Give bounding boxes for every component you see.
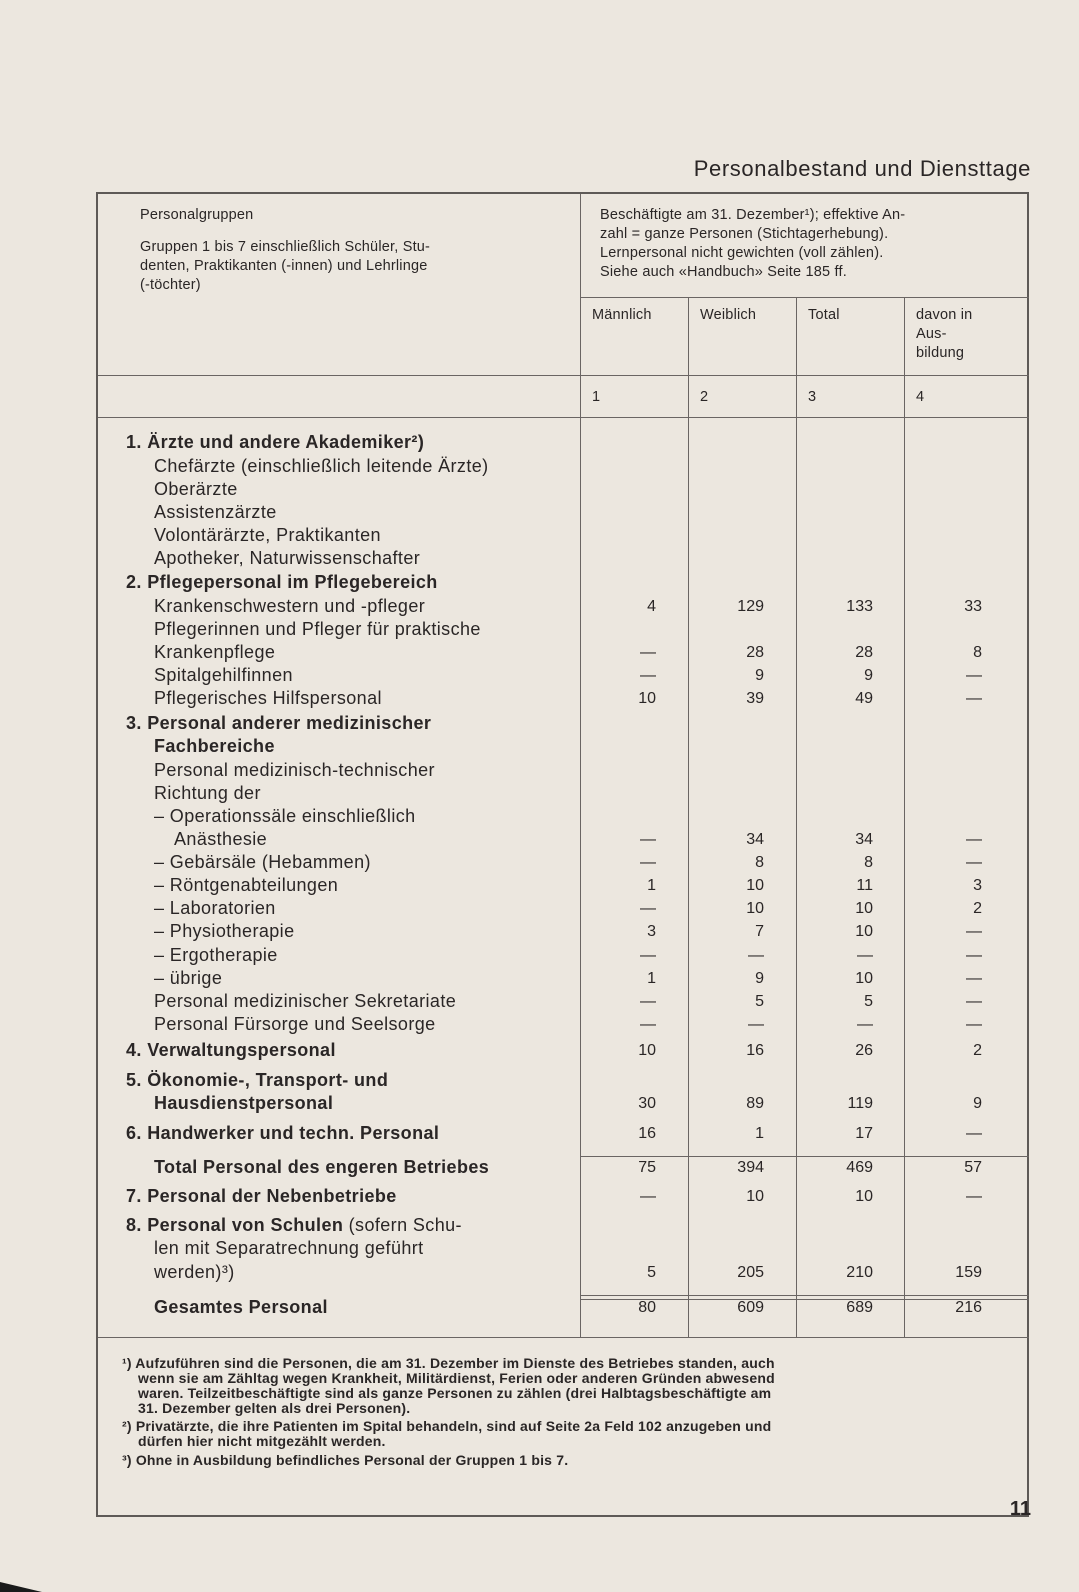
row-label-text: 5. Ökonomie-, Transport- und xyxy=(126,1070,389,1090)
row-label-text: – Röntgenabteilungen xyxy=(154,875,339,895)
table-cell-col2: 9 xyxy=(755,667,764,684)
table-cell-col1: — xyxy=(640,993,656,1010)
page-title: Personalbestand und Diensttage xyxy=(693,156,1031,181)
col-header-ausbildung-1: davon in xyxy=(916,307,973,323)
row-label xyxy=(154,921,295,942)
row-label-text: Apotheker, Naturwissenschafter xyxy=(154,548,421,568)
row-label-text: 3. Personal anderer medizinischer xyxy=(126,713,432,733)
table-cell-col4: — xyxy=(966,1016,982,1033)
colnum-4: 4 xyxy=(916,389,925,405)
row-label-text: Richtung der xyxy=(154,783,261,803)
rule-under-header xyxy=(98,375,1029,376)
row-label-text: Krankenschwestern und -pfleger xyxy=(154,596,426,616)
table-cell-col1: 4 xyxy=(647,598,656,615)
footnote-line: ³) Ohne in Ausbildung befindliches Personal der Gruppen 1 bis 7. xyxy=(122,1452,569,1468)
row-label-text: len mit Separatrechnung geführt xyxy=(154,1238,424,1258)
row-label-text: Chefärzte (einschließlich leitende Ärzte) xyxy=(154,456,489,476)
table-cell-col2: 89 xyxy=(746,1095,764,1112)
table-cell-col3: 8 xyxy=(864,854,873,871)
table-cell-col4: 33 xyxy=(964,598,982,615)
table-cell-col1: 30 xyxy=(638,1095,656,1112)
row-label xyxy=(154,1093,333,1114)
row-label xyxy=(154,619,481,640)
row-label xyxy=(154,968,222,989)
row-label xyxy=(126,1040,336,1061)
page-corner-shadow xyxy=(0,1582,42,1592)
table-cell-col3: 11 xyxy=(856,877,873,894)
table-cell-col4: — xyxy=(966,690,982,707)
table-cell-col2: 8 xyxy=(755,854,764,871)
row-label-text: – übrige xyxy=(154,968,223,988)
table-cell-col2: — xyxy=(748,947,764,964)
page-number: 11 xyxy=(1009,1498,1031,1520)
rule-under-colnums xyxy=(98,417,1029,418)
row-label-text: Pflegerisches Hilfspersonal xyxy=(154,688,382,708)
table-cell-col4: 159 xyxy=(955,1264,982,1281)
row-label-text: 8. Personal von Schulen xyxy=(126,1215,344,1235)
header-left-desc-3: (-töchter) xyxy=(140,277,201,293)
footnote-line: ²) Privatärzte, die ihre Patienten im Spital behandeln, sind auf Seite 2a Feld 102 anzugeben und xyxy=(122,1418,772,1434)
table-cell-col4: — xyxy=(966,1188,982,1205)
row-label xyxy=(154,688,382,709)
table-cell-col1: — xyxy=(640,947,656,964)
table-cell-col1: 16 xyxy=(638,1125,656,1142)
table-cell-col2: 7 xyxy=(755,923,764,940)
row-label xyxy=(154,852,371,873)
row-label xyxy=(154,525,381,546)
table-cell-col2: 609 xyxy=(737,1299,764,1316)
row-label-text: 6. Handwerker und techn. Personal xyxy=(126,1123,440,1143)
table-cell-col2: 205 xyxy=(737,1264,764,1281)
divider-col3-col4 xyxy=(904,298,905,1337)
table-frame xyxy=(96,192,1029,1517)
rule-total-engeren xyxy=(580,1156,1029,1157)
table-cell-col1: — xyxy=(640,1188,656,1205)
table-cell-col1: 5 xyxy=(647,1264,656,1281)
row-label xyxy=(126,1215,462,1236)
footnote-line: wenn sie am Zähltag wegen Krankheit, Militärdienst, Ferien oder anderen Gründen abwesend xyxy=(138,1370,775,1386)
colnum-3: 3 xyxy=(808,389,817,405)
footnote-line: dürfen hier nicht mitgezählt werden. xyxy=(138,1433,386,1449)
table-cell-col3: 34 xyxy=(855,831,873,848)
table-cell-col3: 10 xyxy=(855,970,873,987)
table-cell-col4: — xyxy=(966,947,982,964)
header-right-desc-2: zahl = ganze Personen (Stichtagerhebung). xyxy=(600,226,889,242)
table-cell-col3: 49 xyxy=(855,690,873,707)
table-cell-col1: — xyxy=(640,900,656,917)
row-label-text: Total Personal des engeren Betriebes xyxy=(154,1157,490,1177)
col-header-maennlich: Männlich xyxy=(592,307,652,323)
header-right-desc-1: Beschäftigte am 31. Dezember¹); effektive An- xyxy=(600,207,906,223)
divider-col2-col3 xyxy=(796,298,797,1337)
table-cell-col2: 1 xyxy=(755,1125,764,1142)
row-label xyxy=(154,479,238,500)
table-cell-col4: — xyxy=(966,993,982,1010)
row-label xyxy=(154,760,435,781)
colnum-1: 1 xyxy=(592,389,601,405)
row-label-text: Pflegerinnen und Pfleger für praktische xyxy=(154,619,481,639)
row-label xyxy=(126,432,424,453)
table-cell-col4: 8 xyxy=(973,644,982,661)
table-cell-col4: — xyxy=(966,1125,982,1142)
table-cell-col2: 10 xyxy=(746,900,764,917)
table-cell-col2: 39 xyxy=(746,690,764,707)
table-cell-col1: — xyxy=(640,831,656,848)
footnote-line: ¹) Aufzuführen sind die Personen, die am 31. Dezember im Dienste des Betriebes standen, auch xyxy=(122,1355,775,1371)
header-right-desc-4: Siehe auch «Handbuch» Seite 185 ff. xyxy=(600,264,847,280)
row-label-text: Personal medizinischer Sekretariate xyxy=(154,991,457,1011)
row-label-text: 2. Pflegepersonal im Pflegebereich xyxy=(126,572,438,592)
row-label-text: – Operationssäle einschließlich xyxy=(154,806,416,826)
row-label xyxy=(154,1297,328,1318)
row-label xyxy=(174,829,267,850)
row-label-text: Krankenpflege xyxy=(154,642,276,662)
table-cell-col1: 1 xyxy=(647,877,656,894)
table-cell-col2: 394 xyxy=(737,1159,764,1176)
table-cell-col4: 2 xyxy=(973,900,982,917)
table-cell-col3: 10 xyxy=(855,900,873,917)
table-cell-col3: — xyxy=(857,1016,873,1033)
rule-under-right-header xyxy=(580,297,1029,298)
table-cell-col1: 75 xyxy=(638,1159,656,1176)
table-cell-col1: 10 xyxy=(638,690,656,707)
row-label-text: 4. Verwaltungspersonal xyxy=(126,1040,336,1060)
row-label-text: Volontärärzte, Praktikanten xyxy=(154,525,381,545)
footnote-line: waren. Teilzeitbeschäftigte sind als ganze Personen zu zählen (drei Halbtagsbeschäftigte am xyxy=(138,1385,772,1401)
row-label-text: Oberärzte xyxy=(154,479,238,499)
row-label xyxy=(126,1070,388,1091)
row-label-text: Personal Fürsorge und Seelsorge xyxy=(154,1014,436,1034)
table-cell-col4: 216 xyxy=(955,1299,982,1316)
table-cell-col4: — xyxy=(966,667,982,684)
header-left-desc-1: Gruppen 1 bis 7 einschließlich Schüler, Stu- xyxy=(140,239,431,255)
row-label-text: – Ergotherapie xyxy=(154,945,278,965)
row-label-text: Anästhesie xyxy=(174,829,268,849)
table-cell-col2: — xyxy=(748,1016,764,1033)
table-cell-col3: 210 xyxy=(846,1264,873,1281)
row-label xyxy=(154,502,277,523)
divider-col1-col2 xyxy=(688,298,689,1337)
table-cell-col1: — xyxy=(640,644,656,661)
row-label xyxy=(126,1186,397,1207)
row-label xyxy=(154,456,489,477)
table-cell-col3: — xyxy=(857,947,873,964)
row-label-text: Fachbereiche xyxy=(154,736,275,756)
row-label xyxy=(154,736,275,757)
table-cell-col3: 9 xyxy=(864,667,873,684)
row-label xyxy=(154,945,278,966)
table-cell-col3: 28 xyxy=(855,644,873,661)
table-cell-col4: 3 xyxy=(973,877,982,894)
header-personalgruppen: Personalgruppen xyxy=(140,207,254,223)
rule-gesamt xyxy=(580,1295,1029,1296)
table-cell-col3: 10 xyxy=(855,1188,873,1205)
col-header-ausbildung-2: Aus- xyxy=(916,326,947,342)
row-label-text: Personal medizinisch-technischer xyxy=(154,760,435,780)
header-left-desc-2: denten, Praktikanten (-innen) und Lehrlinge xyxy=(140,258,428,274)
row-label-text: Spitalgehilfinnen xyxy=(154,665,293,685)
row-label xyxy=(154,991,456,1012)
row-label xyxy=(154,1238,424,1259)
row-label xyxy=(126,1123,439,1144)
table-cell-col1: 3 xyxy=(647,923,656,940)
footnote-line: 31. Dezember gelten als drei Personen). xyxy=(138,1400,411,1416)
row-label xyxy=(126,572,438,593)
table-cell-col3: 469 xyxy=(846,1159,873,1176)
row-label xyxy=(126,713,431,734)
table-cell-col4: 57 xyxy=(964,1159,982,1176)
table-cell-col2: 10 xyxy=(746,1188,764,1205)
row-label-text: Hausdienstpersonal xyxy=(154,1093,334,1113)
col-header-total: Total xyxy=(808,307,840,323)
row-label-suffix: (sofern Schu- xyxy=(343,1215,462,1235)
table-cell-col3: 689 xyxy=(846,1299,873,1316)
table-cell-col1: — xyxy=(640,854,656,871)
table-cell-col4: 2 xyxy=(973,1042,982,1059)
rule-above-footnotes xyxy=(98,1337,1029,1338)
table-cell-col3: 26 xyxy=(855,1042,873,1059)
table-cell-col3: 17 xyxy=(855,1125,873,1142)
row-label-text: 7. Personal der Nebenbetriebe xyxy=(126,1186,397,1206)
row-label xyxy=(154,898,276,919)
table-cell-col3: 133 xyxy=(846,598,873,615)
table-cell-col2: 129 xyxy=(737,598,764,615)
table-cell-col1: — xyxy=(640,667,656,684)
row-label xyxy=(154,875,338,896)
row-label xyxy=(154,548,420,569)
table-cell-col3: 5 xyxy=(864,993,873,1010)
col-header-ausbildung-3: bildung xyxy=(916,345,965,361)
row-label-text: – Laboratorien xyxy=(154,898,276,918)
table-cell-col2: 5 xyxy=(755,993,764,1010)
table-cell-col1: — xyxy=(640,1016,656,1033)
table-cell-col3: 119 xyxy=(847,1095,873,1112)
table-cell-col4: — xyxy=(966,831,982,848)
table-cell-col2: 9 xyxy=(755,970,764,987)
table-cell-col2: 16 xyxy=(746,1042,764,1059)
table-cell-col2: 28 xyxy=(746,644,764,661)
row-label-text: Assistenzärzte xyxy=(154,502,277,522)
row-label xyxy=(154,642,275,663)
table-cell-col2: 10 xyxy=(746,877,764,894)
row-label xyxy=(154,1262,235,1283)
table-cell-col2: 34 xyxy=(746,831,764,848)
row-label xyxy=(154,806,416,827)
header-right-desc-3: Lernpersonal nicht gewichten (voll zählen). xyxy=(600,245,884,261)
row-label xyxy=(154,1014,436,1035)
table-cell-col1: 1 xyxy=(647,970,656,987)
table-cell-col4: 9 xyxy=(973,1095,982,1112)
row-label-text: Gesamtes Personal xyxy=(154,1297,328,1317)
row-label-text: – Physiotherapie xyxy=(154,921,295,941)
row-label-text: 1. Ärzte und andere Akademiker²) xyxy=(126,432,425,452)
col-header-weiblich: Weiblich xyxy=(700,307,757,323)
row-label xyxy=(154,665,293,686)
table-cell-col4: — xyxy=(966,970,982,987)
table-cell-col1: 80 xyxy=(638,1299,656,1316)
row-label xyxy=(154,1157,489,1178)
row-label xyxy=(154,596,425,617)
row-label-text: werden)³) xyxy=(154,1262,235,1282)
table-cell-col3: 10 xyxy=(855,923,873,940)
colnum-2: 2 xyxy=(700,389,709,405)
row-label-text: – Gebärsäle (Hebammen) xyxy=(154,852,371,872)
table-cell-col4: — xyxy=(966,854,982,871)
table-cell-col4: — xyxy=(966,923,982,940)
table-cell-col1: 10 xyxy=(638,1042,656,1059)
row-label xyxy=(154,783,261,804)
